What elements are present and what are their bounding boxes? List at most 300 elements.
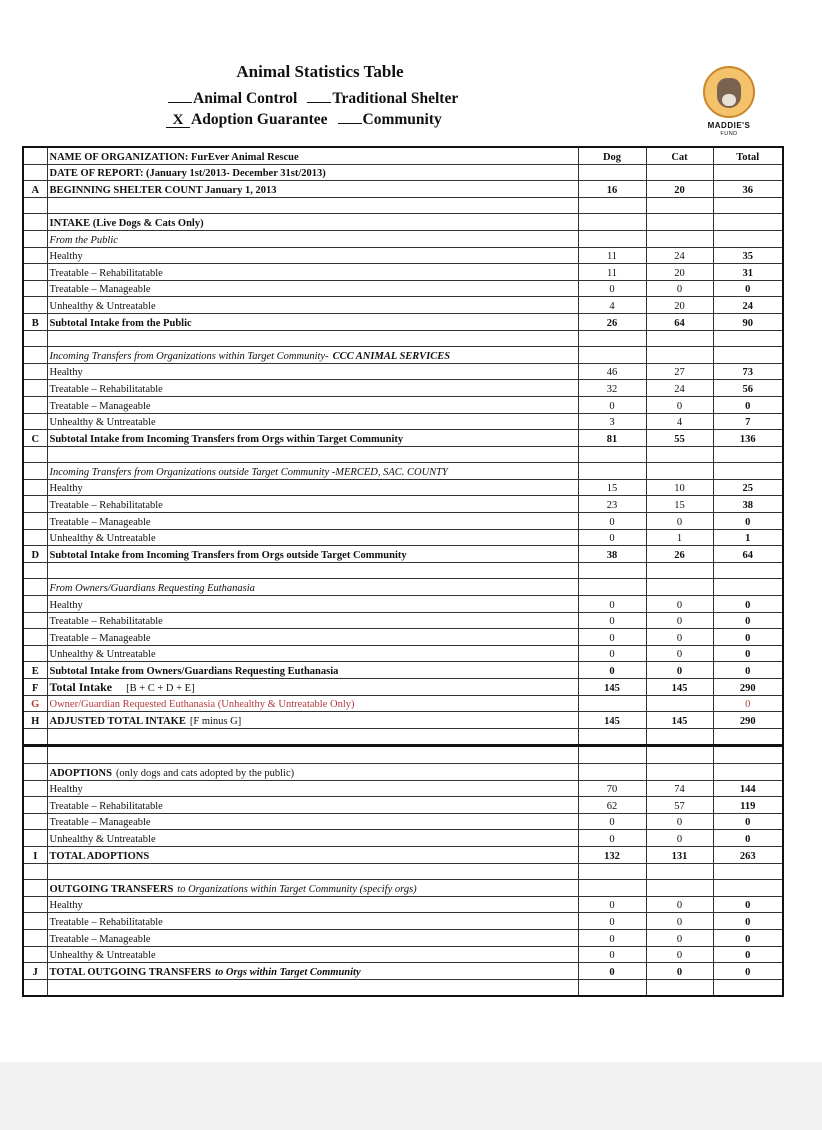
table-row (23, 579, 783, 596)
cat-value: 74 (646, 780, 713, 797)
row-label (47, 513, 578, 530)
row-label (47, 863, 578, 880)
row-code (23, 863, 47, 880)
row-code (23, 396, 47, 413)
cat-value (646, 880, 713, 897)
dog-value: 0 (578, 280, 646, 297)
row-label (47, 929, 578, 946)
dog-value: 145 (578, 712, 646, 729)
total-value: 73 (713, 363, 783, 380)
dog-value: 70 (578, 780, 646, 797)
dog-value (578, 562, 646, 579)
row-code (23, 896, 47, 913)
total-value: 7 (713, 413, 783, 430)
row-code (23, 562, 47, 579)
dog-value: 0 (578, 963, 646, 980)
row-label-text: From the Public (49, 234, 118, 246)
row-label (47, 264, 578, 281)
scan-margin (0, 1062, 822, 1130)
row-label (47, 880, 578, 897)
maddies-fund-logo (703, 66, 755, 139)
table-row (23, 264, 783, 281)
cat-value (646, 763, 713, 780)
row-label (47, 247, 578, 264)
total-value: 136 (713, 430, 783, 447)
total-value: 0 (713, 830, 783, 847)
cat-value: 0 (646, 612, 713, 629)
row-code (23, 913, 47, 930)
row-code (23, 579, 47, 596)
table-row (23, 880, 783, 897)
cat-value (646, 197, 713, 214)
row-label (47, 946, 578, 963)
cat-value: 0 (646, 946, 713, 963)
option-community: Community (362, 111, 442, 128)
row-label (47, 214, 578, 231)
row-code (23, 496, 47, 513)
cat-value (646, 214, 713, 231)
total-value: 0 (713, 929, 783, 946)
row-label-text: Incoming Transfers from Organizations within Target Community- (49, 350, 329, 362)
row-label-text: Unhealthy & Untreatable (49, 533, 156, 545)
row-label (47, 380, 578, 397)
row-code (23, 746, 47, 764)
cat-value: 26 (646, 546, 713, 563)
dog-portrait-icon (703, 66, 755, 118)
row-label-text: Treatable – Manageable (49, 933, 151, 945)
total-value: 0 (713, 612, 783, 629)
cat-value (646, 446, 713, 463)
cat-value: 20 (646, 297, 713, 314)
row-label (47, 496, 578, 513)
row-label-text: Treatable – Manageable (49, 516, 151, 528)
total-value: 25 (713, 479, 783, 496)
total-value: 144 (713, 780, 783, 797)
cat-value: 20 (646, 264, 713, 281)
table-row (23, 746, 783, 764)
row-label (47, 746, 578, 764)
cat-value (646, 562, 713, 579)
cat-value: 0 (646, 813, 713, 830)
row-label (47, 197, 578, 214)
total-value: 0 (713, 662, 783, 679)
row-label (47, 780, 578, 797)
table-row (23, 479, 783, 496)
cat-value: 0 (646, 913, 713, 930)
dog-value: 0 (578, 830, 646, 847)
row-label (47, 846, 578, 863)
dog-value (578, 197, 646, 214)
dog-value: 0 (578, 596, 646, 613)
row-label-text: Subtotal Intake from Incoming Transfers from Orgs within Target Community (49, 433, 404, 445)
total-value: 0 (713, 396, 783, 413)
cat-value: 0 (646, 929, 713, 946)
row-label-text: Subtotal Intake from Incoming Transfers from Orgs outside Target Community (49, 549, 407, 561)
dog-value: 38 (578, 546, 646, 563)
cat-value (646, 579, 713, 596)
logo-name: MADDIE'S (707, 121, 751, 130)
row-code: C (23, 430, 47, 447)
row-code (23, 813, 47, 830)
dog-value: 0 (578, 929, 646, 946)
animal-statistics-table (22, 146, 784, 997)
org-name-row (23, 147, 783, 164)
row-label-text: Total Intake (49, 679, 113, 694)
dog-value: 0 (578, 513, 646, 530)
row-code (23, 446, 47, 463)
cat-value: 0 (646, 280, 713, 297)
dog-value (578, 579, 646, 596)
row-code: A (23, 181, 47, 198)
row-label-text: Healthy (49, 251, 83, 263)
total-value: 290 (713, 712, 783, 729)
row-label-text: Unhealthy & Untreatable (49, 417, 156, 429)
row-code (23, 979, 47, 996)
checkbox-traditional-shelter (307, 88, 331, 103)
total-value (713, 197, 783, 214)
total-value: 24 (713, 297, 783, 314)
table-row (23, 662, 783, 679)
row-label (47, 347, 578, 364)
table-row (23, 496, 783, 513)
table-row (23, 846, 783, 863)
table-row (23, 197, 783, 214)
total-value: 0 (713, 596, 783, 613)
checkbox-animal-control (168, 88, 192, 103)
report-date: DATE OF REPORT: (January 1st/2013- December 31st/2013) (47, 164, 578, 181)
table-row (23, 330, 783, 347)
row-label-text: Treatable – Manageable (49, 632, 151, 644)
row-code: I (23, 846, 47, 863)
row-label (47, 297, 578, 314)
dog-value (578, 863, 646, 880)
dog-value: 0 (578, 662, 646, 679)
row-label-text: From Owners/Guardians Requesting Euthanasia (49, 583, 255, 595)
row-code: H (23, 712, 47, 729)
row-code (23, 297, 47, 314)
row-code (23, 197, 47, 214)
row-code (23, 596, 47, 613)
row-label-text: BEGINNING SHELTER COUNT January 1, 2013 (49, 184, 277, 196)
col-header-total: Total (713, 147, 783, 164)
dog-value (578, 230, 646, 247)
table-row (23, 695, 783, 712)
cat-value: 0 (646, 596, 713, 613)
total-value (713, 214, 783, 231)
cat-value: 0 (646, 662, 713, 679)
table-row (23, 529, 783, 546)
row-label-text: Unhealthy & Untreatable (49, 950, 156, 962)
cat-value: 0 (646, 896, 713, 913)
row-label (47, 645, 578, 662)
table-row (23, 181, 783, 198)
row-label-text: Treatable – Manageable (49, 284, 151, 296)
cat-value: 145 (646, 679, 713, 696)
row-label (47, 579, 578, 596)
row-label (47, 797, 578, 814)
total-value (713, 746, 783, 764)
dog-value: 0 (578, 913, 646, 930)
cat-value (646, 863, 713, 880)
dog-value: 16 (578, 181, 646, 198)
row-label-text: Healthy (49, 599, 83, 611)
total-value: 263 (713, 846, 783, 863)
row-label-text: Treatable – Rehabilitatable (49, 267, 163, 279)
cat-value: 10 (646, 479, 713, 496)
row-label (47, 596, 578, 613)
row-code (23, 330, 47, 347)
checkbox-adoption-guarantee: X (166, 113, 190, 128)
dog-value (578, 979, 646, 996)
row-code: B (23, 313, 47, 330)
total-value: 0 (713, 513, 783, 530)
table-row (23, 612, 783, 629)
dog-value (578, 695, 646, 712)
cat-value: 24 (646, 380, 713, 397)
row-label-note: [B + C + D + E] (126, 682, 195, 694)
row-label (47, 430, 578, 447)
col-header-dog: Dog (578, 147, 646, 164)
row-code: D (23, 546, 47, 563)
total-value: 0 (713, 913, 783, 930)
total-value: 0 (713, 896, 783, 913)
table-row (23, 413, 783, 430)
cat-value: 0 (646, 513, 713, 530)
table-row (23, 813, 783, 830)
dog-value: 145 (578, 679, 646, 696)
total-value (713, 446, 783, 463)
row-label-text: Treatable – Rehabilitatable (49, 383, 163, 395)
total-value: 0 (713, 280, 783, 297)
row-code (23, 264, 47, 281)
table-row (23, 446, 783, 463)
cat-value: 1 (646, 529, 713, 546)
row-label (47, 612, 578, 629)
table-row (23, 929, 783, 946)
row-label-text: Unhealthy & Untreatable (49, 833, 156, 845)
table-row (23, 396, 783, 413)
row-label (47, 446, 578, 463)
row-label (47, 679, 578, 696)
cat-value: 0 (646, 830, 713, 847)
table-row (23, 896, 783, 913)
row-code (23, 247, 47, 264)
row-label-text: Healthy (49, 784, 83, 796)
total-value (713, 463, 783, 480)
table-row (23, 763, 783, 780)
row-label-text: Treatable – Manageable (49, 817, 151, 829)
total-value: 0 (713, 629, 783, 646)
row-code (23, 280, 47, 297)
cat-value (646, 330, 713, 347)
row-label-text: Owner/Guardian Requested Euthanasia (Unhealthy & Untreatable Only) (49, 699, 355, 711)
dog-value: 11 (578, 264, 646, 281)
dog-value: 0 (578, 813, 646, 830)
dog-value: 46 (578, 363, 646, 380)
row-label (47, 546, 578, 563)
dog-value: 0 (578, 612, 646, 629)
row-label-text: Unhealthy & Untreatable (49, 300, 156, 312)
row-label-text: INTAKE (Live Dogs & Cats Only) (49, 217, 204, 229)
row-code: J (23, 963, 47, 980)
row-label-text: Unhealthy & Untreatable (49, 649, 156, 661)
row-code (23, 347, 47, 364)
table-row (23, 596, 783, 613)
table-row (23, 380, 783, 397)
row-label (47, 181, 578, 198)
dog-value (578, 214, 646, 231)
row-label-note: to Orgs within Target Community (215, 966, 361, 978)
row-label-text: ADJUSTED TOTAL INTAKE (49, 715, 186, 727)
dog-value: 4 (578, 297, 646, 314)
table-row (23, 629, 783, 646)
row-label (47, 913, 578, 930)
total-value (713, 347, 783, 364)
row-label-text: Treatable – Rehabilitatable (49, 616, 163, 628)
row-label (47, 629, 578, 646)
table-row (23, 562, 783, 579)
cat-value: 0 (646, 963, 713, 980)
row-label-text: OUTGOING TRANSFERS (49, 883, 174, 895)
row-label (47, 763, 578, 780)
row-code (23, 929, 47, 946)
row-code (23, 728, 47, 746)
row-label-text: Healthy (49, 367, 83, 379)
table-row (23, 546, 783, 563)
dog-value: 132 (578, 846, 646, 863)
dog-value (578, 880, 646, 897)
cat-value: 24 (646, 247, 713, 264)
cat-value: 0 (646, 629, 713, 646)
table-row (23, 963, 783, 980)
row-code (23, 214, 47, 231)
cat-value (646, 728, 713, 746)
table-row (23, 513, 783, 530)
dog-value: 81 (578, 430, 646, 447)
row-label (47, 396, 578, 413)
total-value: 290 (713, 679, 783, 696)
row-label (47, 979, 578, 996)
dog-value: 62 (578, 797, 646, 814)
table-row (23, 214, 783, 231)
row-code (23, 629, 47, 646)
org-name: NAME OF ORGANIZATION: FurEver Animal Rescue (47, 147, 578, 164)
row-code (23, 230, 47, 247)
table-row (23, 645, 783, 662)
total-value: 35 (713, 247, 783, 264)
row-label-note: to Organizations within Target Community (specify orgs) (177, 883, 417, 895)
total-value: 0 (713, 813, 783, 830)
total-value (713, 728, 783, 746)
row-code (23, 780, 47, 797)
dog-value: 32 (578, 380, 646, 397)
row-code (23, 645, 47, 662)
total-value (713, 863, 783, 880)
total-value: 0 (713, 963, 783, 980)
total-value: 31 (713, 264, 783, 281)
row-label-text: Treatable – Rehabilitatable (49, 800, 163, 812)
cat-value: 27 (646, 363, 713, 380)
total-value: 38 (713, 496, 783, 513)
dog-value: 0 (578, 645, 646, 662)
dog-value (578, 746, 646, 764)
total-value (713, 562, 783, 579)
row-label-text: Treatable – Manageable (49, 400, 151, 412)
row-label-note: [F minus G] (189, 715, 242, 727)
dog-value: 23 (578, 496, 646, 513)
row-code (23, 797, 47, 814)
total-value: 90 (713, 313, 783, 330)
row-code (23, 529, 47, 546)
total-value: 64 (713, 546, 783, 563)
row-label (47, 695, 578, 712)
dog-value: 11 (578, 247, 646, 264)
logo-sub: FUND (720, 131, 738, 137)
row-label (47, 413, 578, 430)
row-code (23, 463, 47, 480)
facility-type-line-1 (150, 88, 490, 109)
table-row (23, 363, 783, 380)
row-label-text: Subtotal Intake from the Public (49, 317, 192, 329)
row-code (23, 479, 47, 496)
row-code (23, 513, 47, 530)
cat-value: 20 (646, 181, 713, 198)
dog-value (578, 728, 646, 746)
row-label-text: Healthy (49, 900, 83, 912)
row-code (23, 830, 47, 847)
row-label (47, 463, 578, 480)
row-code (23, 380, 47, 397)
row-label (47, 363, 578, 380)
total-value (713, 763, 783, 780)
total-value (713, 880, 783, 897)
table-row (23, 913, 783, 930)
row-code (23, 612, 47, 629)
table-row (23, 728, 783, 746)
row-label (47, 896, 578, 913)
cat-value (646, 979, 713, 996)
dog-value: 0 (578, 946, 646, 963)
dog-value: 3 (578, 413, 646, 430)
dog-value (578, 330, 646, 347)
option-adoption-guarantee: Adoption Guarantee (191, 111, 328, 128)
total-value: 0 (713, 695, 783, 712)
cat-value (646, 695, 713, 712)
row-label-text: Treatable – Rehabilitatable (49, 500, 163, 512)
row-label-text: Subtotal Intake from Owners/Guardians Requesting Euthanasia (49, 666, 339, 677)
row-label (47, 728, 578, 746)
row-label-text: Treatable – Rehabilitatable (49, 916, 163, 928)
total-value: 1 (713, 529, 783, 546)
form-header (150, 62, 490, 130)
cat-value: 145 (646, 712, 713, 729)
row-label (47, 813, 578, 830)
table-row (23, 863, 783, 880)
option-animal-control: Animal Control (193, 90, 298, 107)
table-row (23, 679, 783, 696)
dog-value (578, 763, 646, 780)
table-row (23, 247, 783, 264)
row-label-note: (only dogs and cats adopted by the public) (115, 767, 295, 779)
dog-value (578, 446, 646, 463)
table-row (23, 347, 783, 364)
dog-value: 15 (578, 479, 646, 496)
cat-value (646, 746, 713, 764)
row-label (47, 280, 578, 297)
table-row (23, 712, 783, 729)
row-code (23, 413, 47, 430)
cat-value: 0 (646, 396, 713, 413)
